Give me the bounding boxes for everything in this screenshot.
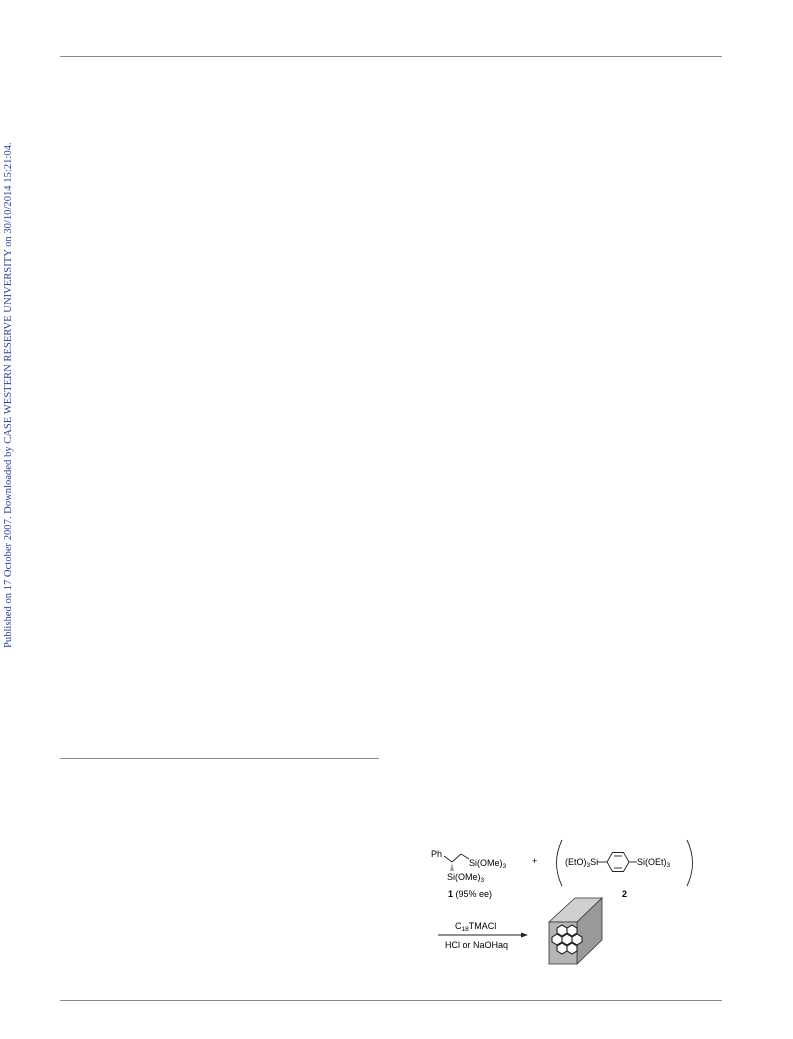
footer-rule (60, 1000, 722, 1001)
ph-label: Ph (431, 849, 443, 859)
compound2-label: 2 (622, 889, 628, 899)
benzene-ring (607, 853, 629, 872)
arrow-head (521, 933, 528, 938)
bond-ph-ch (444, 856, 452, 862)
si-ome3-upper: $Si(OMe)_3$ (469, 858, 507, 870)
si-oet3-label: $Si(OEt)_3$ (637, 857, 671, 869)
compound1-label: 1 (95% ee) (448, 889, 493, 899)
bond-ch-ch2 (452, 854, 461, 862)
reagent-top: $C_{18}TMACl$ (455, 921, 497, 933)
reagent-bottom: HCl or NaOHaq (445, 940, 509, 950)
plus-sign: + (532, 856, 538, 866)
reaction-scheme (425, 838, 725, 973)
left-bracket (557, 840, 563, 886)
mesoporous-material-icon (549, 898, 602, 964)
footnote-rule (60, 758, 379, 759)
bond-ch2-si (461, 854, 469, 859)
download-note-text: Published on 17 October 2007. Downloaded by CASE WESTERN RESERVE UNIVERSITY on 30/10/2014 15:21:04. (3, 142, 14, 648)
header-rule (60, 56, 722, 57)
right-bracket (687, 840, 693, 886)
si-ome3-lower: $Si(OMe)_3$ (447, 872, 485, 884)
eto3si-label: $(EtO)_3Si$ (565, 857, 599, 869)
